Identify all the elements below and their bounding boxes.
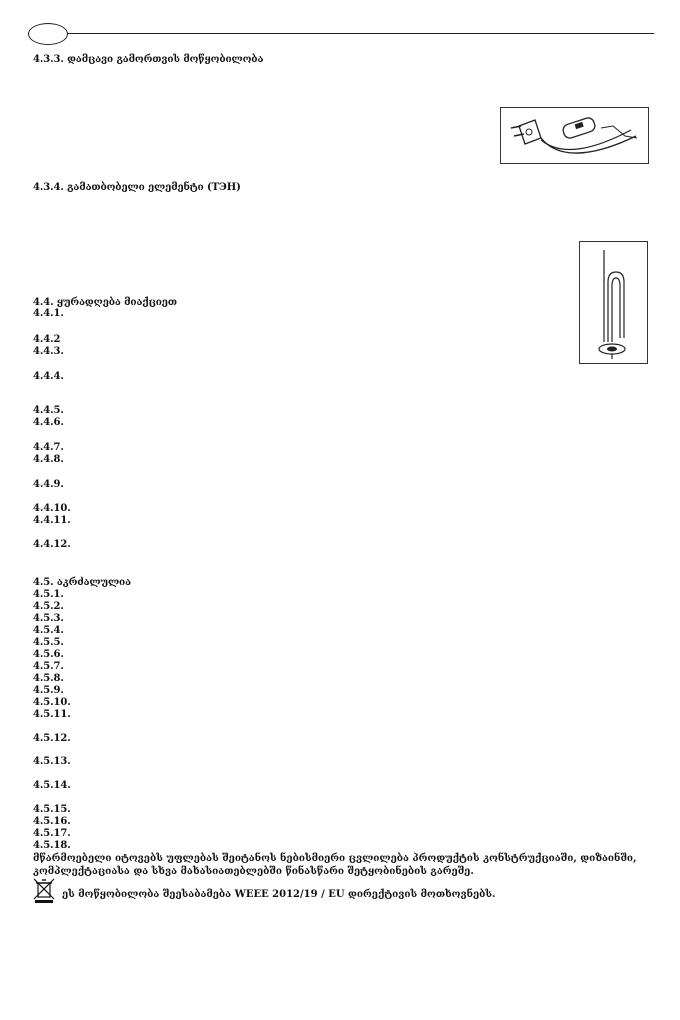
item-4-5-2: 4.5.2. bbox=[33, 601, 64, 612]
heating-element-figure bbox=[579, 241, 648, 364]
weee-bin-icon bbox=[33, 878, 55, 904]
item-4-5-16: 4.5.16. bbox=[33, 816, 71, 827]
item-4-5-17: 4.5.17. bbox=[33, 828, 71, 839]
manufacturer-note: მწარმოებელი იტოვებს უფლებას შეიტანოს ნებისმიერი ცვლილება პროდუქტის კონსტრუქციაში, დიზაინში, კომპლექტაციასა და სხვა მახასიათებლებში წინასწარი შეტყობინების გარეშე. bbox=[33, 853, 637, 877]
heating-element-illustration bbox=[580, 242, 647, 363]
item-4-5-8: 4.5.8. bbox=[33, 673, 64, 684]
item-4-5-4: 4.5.4. bbox=[33, 625, 64, 636]
item-4-5-13: 4.5.13. bbox=[33, 756, 71, 767]
item-4-5-12: 4.5.12. bbox=[33, 733, 71, 744]
item-4-4-11: 4.4.11. bbox=[33, 515, 71, 526]
heading-4-4: 4.4. ყურადღება მიაქციეთ bbox=[33, 297, 177, 308]
item-4-4-1: 4.4.1. bbox=[33, 308, 64, 319]
item-4-5-10: 4.5.10. bbox=[33, 697, 71, 708]
heading-4-3-4: 4.3.4. გამათბობელი ელემენტი (ТЭН) bbox=[33, 182, 241, 193]
item-4-4-12: 4.4.12. bbox=[33, 539, 71, 550]
item-4-4-2: 4.4.2 bbox=[33, 334, 61, 345]
item-4-5-5: 4.5.5. bbox=[33, 637, 64, 648]
item-4-4-9: 4.4.9. bbox=[33, 479, 64, 490]
header-rule bbox=[28, 33, 654, 34]
item-4-5-18: 4.5.18. bbox=[33, 840, 71, 851]
item-4-4-3: 4.4.3. bbox=[33, 346, 64, 357]
heading-4-3-3: 4.3.3. დამცავი გამორთვის მოწყობილობა bbox=[33, 54, 264, 65]
item-4-4-8: 4.4.8. bbox=[33, 454, 64, 465]
item-4-5-7: 4.5.7. bbox=[33, 661, 64, 672]
item-4-4-4: 4.4.4. bbox=[33, 371, 64, 382]
weee-compliance-text: ეს მოწყობილობა შეესაბამება WEEE 2012/19 / EU დირექტივის მოთხოვნებს. bbox=[62, 889, 496, 900]
page-number-oval bbox=[28, 23, 68, 45]
item-4-5-3: 4.5.3. bbox=[33, 613, 64, 624]
item-4-5-6: 4.5.6. bbox=[33, 649, 64, 660]
item-4-4-7: 4.4.7. bbox=[33, 442, 64, 453]
item-4-5-15: 4.5.15. bbox=[33, 804, 71, 815]
heading-4-5: 4.5. აკრძალულია bbox=[33, 577, 131, 588]
item-4-4-6: 4.4.6. bbox=[33, 417, 64, 428]
item-4-4-10: 4.4.10. bbox=[33, 503, 71, 514]
item-4-5-1: 4.5.1. bbox=[33, 589, 64, 600]
rcd-plug-figure bbox=[500, 107, 649, 164]
item-4-4-5: 4.4.5. bbox=[33, 405, 64, 416]
rcd-plug-illustration bbox=[501, 108, 648, 163]
item-4-5-9: 4.5.9. bbox=[33, 685, 64, 696]
item-4-5-11: 4.5.11. bbox=[33, 709, 71, 720]
item-4-5-14: 4.5.14. bbox=[33, 780, 71, 791]
